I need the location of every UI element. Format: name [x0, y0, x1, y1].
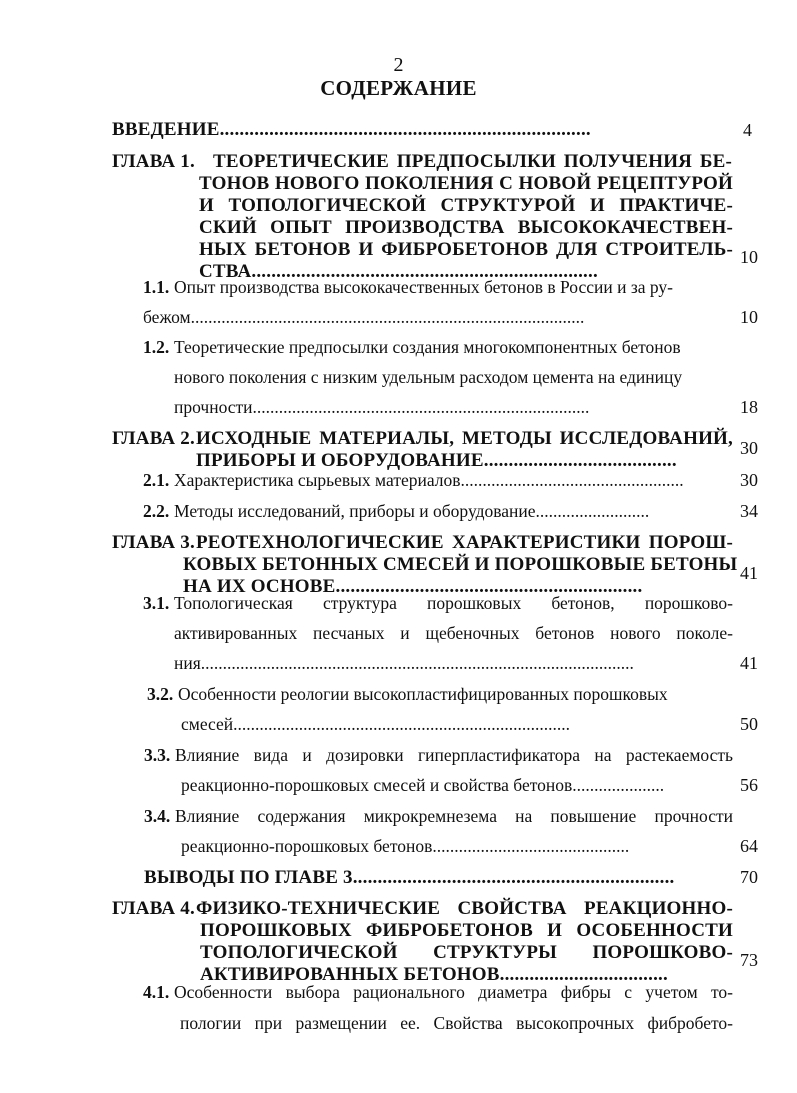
toc-page-number: 73 [740, 950, 758, 970]
section-title-line: пологии при размещении ее. Свойства высокопрочных фибробето- [180, 1013, 733, 1033]
section-number: 2.1. [143, 470, 170, 490]
toc-page-number: 41 [740, 653, 758, 673]
toc-entry-label: ВВЕДЕНИЕ........................................................................... [112, 119, 591, 140]
section-number: 2.2. [143, 501, 170, 521]
section-title-line: Влияние вида и дозировки гиперпластификатора на растекаемость [175, 745, 733, 765]
chapter-prefix: ГЛАВА 3. [112, 532, 195, 553]
chapter-title-line: И ТОПОЛОГИЧЕСКОЙ СТРУКТУРОЙ И ПРАКТИЧЕ- [199, 195, 733, 216]
chapter-title-line: ТОНОВ НОВОГО ПОКОЛЕНИЯ С НОВОЙ РЕЦЕПТУРОЙ [199, 173, 733, 194]
section-number: 3.2. [147, 684, 174, 704]
chapter-title-line: НА ИХ ОСНОВЕ.............................................................. [183, 576, 643, 597]
page-number: 2 [393, 54, 404, 76]
chapter-title-line: СКИЙ ОПЫТ ПРОИЗВОДСТВА ВЫСОКОКАЧЕСТВЕН- [199, 217, 733, 238]
section-number: 3.3. [144, 745, 171, 765]
page-title: СОДЕРЖАНИЕ [320, 76, 477, 100]
chapter-title-line: ТОПОЛОГИЧЕСКОЙ СТРУКТУРЫ ПОРОШКОВО- [200, 942, 733, 963]
toc-page-number: 4 [743, 120, 752, 140]
chapter-title-line: ИСХОДНЫЕ МАТЕРИАЛЫ, МЕТОДЫ ИССЛЕДОВАНИЙ, [196, 428, 733, 449]
chapter-title-line: КОВЫХ БЕТОННЫХ СМЕСЕЙ И ПОРОШКОВЫЕ БЕТОНЫ [183, 554, 738, 575]
toc-page-number: 41 [740, 563, 758, 583]
chapter-prefix: ГЛАВА 2. [112, 428, 195, 449]
section-title-line: Теоретические предпосылки создания многокомпонентных бетонов [174, 337, 681, 357]
section-number: 3.1. [143, 593, 170, 613]
section-number: 4.1. [143, 982, 170, 1002]
section-title-line: активированных песчаных и щебеночных бетонов нового поколе- [174, 623, 733, 643]
section-title: Методы исследований, приборы и оборудование.......................... [174, 501, 650, 521]
section-title-line: прочности............................................................................. [174, 397, 590, 417]
toc-page-number: 10 [740, 307, 758, 327]
section-number: 1.2. [143, 337, 170, 357]
toc-page-number: 50 [740, 714, 758, 734]
chapter-prefix: ГЛАВА 1. [112, 151, 195, 172]
chapter-title-line: ФИЗИКО-ТЕХНИЧЕСКИЕ СВОЙСТВА РЕАКЦИОННО- [196, 898, 733, 919]
chapter-title-line: ПРИБОРЫ И ОБОРУДОВАНИЕ....................................... [196, 450, 677, 471]
toc-page-number: 10 [740, 247, 758, 267]
chapter-prefix: ГЛАВА 4. [112, 898, 195, 919]
section-title-line: Топологическая структура порошковых бетонов, порошково- [174, 593, 733, 613]
toc-page-number: 30 [740, 470, 758, 490]
section-number: 1.1. [143, 277, 170, 297]
section-title-line: смесей............................................................................. [181, 714, 571, 734]
section-title-line: реакционно-порошковых бетонов............................................. [181, 836, 630, 856]
chapter-title-line: РЕОТЕХНОЛОГИЧЕСКИЕ ХАРАКТЕРИСТИКИ ПОРОШ- [196, 532, 733, 553]
chapter-title-line: СТВА...................................................................... [199, 261, 598, 282]
toc-page-number: 30 [740, 438, 758, 458]
section-title-line: Особенности реологии высокопластифицированных порошковых [178, 684, 668, 704]
toc-page-number: 64 [740, 836, 758, 856]
section-title-line: нового поколения с низким удельным расходом цемента на единицу [174, 367, 683, 387]
toc-page-number: 70 [740, 867, 758, 887]
section-title-line: Влияние содержания микрокремнезема на повышение прочности [175, 806, 733, 826]
chapter-title-line: АКТИВИРОВАННЫХ БЕТОНОВ.................................. [200, 964, 668, 985]
toc-page-number: 18 [740, 397, 758, 417]
section-title: Характеристика сырьевых материалов................................................... [174, 470, 684, 490]
section-title-line: Опыт производства высококачественных бетонов в России и за ру- [174, 277, 673, 297]
toc-page-number: 34 [740, 501, 758, 521]
section-number: 3.4. [144, 806, 171, 826]
section-title-line: реакционно-порошковых смесей и свойства бетонов..................... [181, 775, 665, 795]
section-title-line: бежом.......................................................................................... [143, 307, 585, 327]
section-title-line: ния................................................................................................... [174, 653, 634, 673]
toc-entry-label: ВЫВОДЫ ПО ГЛАВЕ 3................................................................. [144, 867, 675, 888]
chapter-title-line: ПОРОШКОВЫХ ФИБРОБЕТОНОВ И ОСОБЕННОСТИ [200, 920, 733, 941]
toc-page-number: 56 [740, 775, 758, 795]
section-title-line: Особенности выбора рационального диаметра фибры с учетом то- [174, 982, 733, 1002]
chapter-title-line: НЫХ БЕТОНОВ И ФИБРОБЕТОНОВ ДЛЯ СТРОИТЕЛЬ- [199, 239, 733, 260]
chapter-title-line: ТЕОРЕТИЧЕСКИЕ ПРЕДПОСЫЛКИ ПОЛУЧЕНИЯ БЕ- [213, 151, 732, 172]
